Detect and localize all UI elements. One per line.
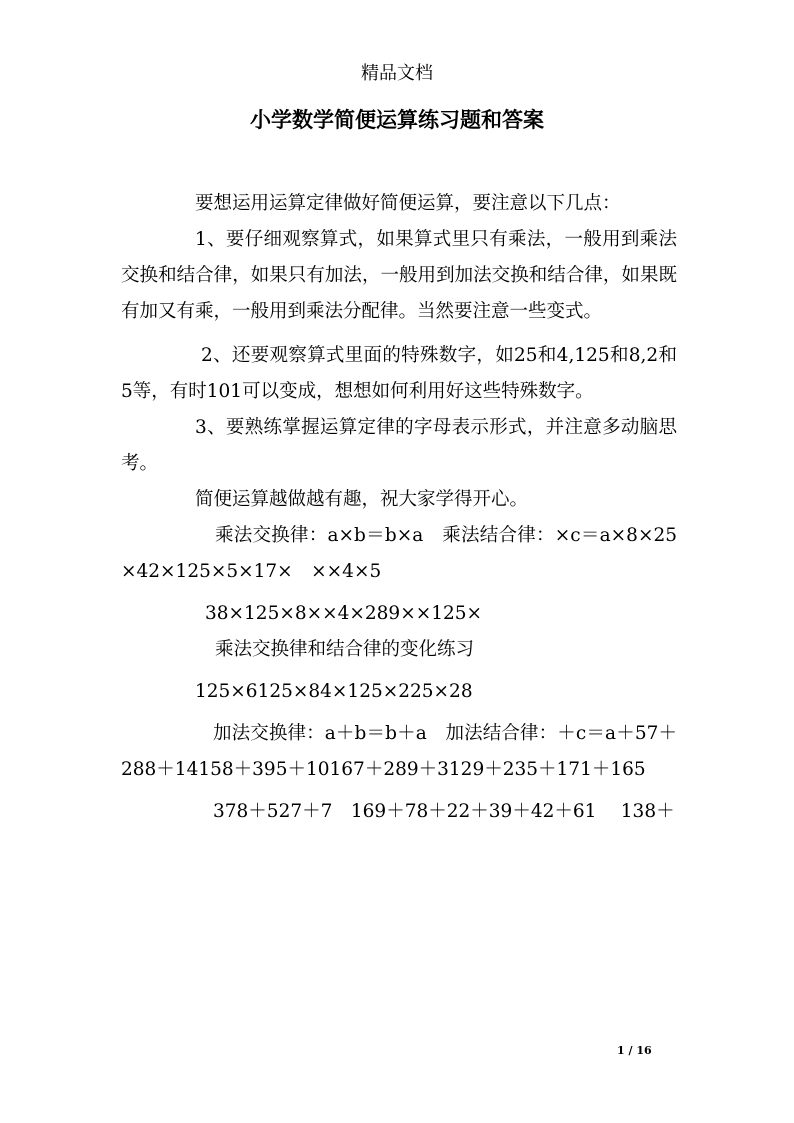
- document-header: 精品文档: [361, 63, 433, 84]
- tip-2-paragraph: 2、还要观察算式里面的特殊数字，如25和4,125和8,2和5等，有时101可以变成，想想如何利用好这些特殊数字。: [121, 345, 677, 402]
- page-number: 1 / 16: [617, 1044, 652, 1057]
- variation-practice-heading: 乘法交换律和结合律的变化练习: [215, 639, 475, 660]
- tip-1-paragraph: 1、要仔细观察算式，如果算式里只有乘法，一般用到乘法交换和结合律，如果只有加法，一般用到加法交换和结合律，如果既有加又有乘，一般用到乘法分配律。当然要注意一些变式。: [121, 229, 677, 322]
- multiplication-laws-paragraph: 乘法交换律：a×b＝b×a 乘法结合律：×c＝a×8×25×42×125×5×17× ××4×5: [121, 525, 677, 582]
- multiplication-exercise-line: 38×125×8××4×289××125×: [205, 603, 483, 624]
- intro-paragraph: 要想运用运算定律做好简便运算，要注意以下几点：: [195, 193, 621, 214]
- closing-paragraph: 简便运算越做越有趣，祝大家学得开心。: [195, 489, 529, 510]
- document-title: 小学数学简便运算练习题和答案: [250, 107, 544, 132]
- document-body: [121, 186, 677, 830]
- tip-3-paragraph: 3、要熟练掌握运算定律的字母表示形式，并注意多动脑思考。: [121, 417, 677, 474]
- variation-exercise-line: 125×6125×84×125×225×28: [195, 681, 473, 702]
- addition-laws-paragraph: 加法交换律：a＋b＝b＋a 加法结合律：＋c＝a＋57＋288＋14158＋395＋10167＋289＋3129＋235＋171＋165: [121, 723, 677, 780]
- addition-exercise-line: 378＋527＋7 169＋78＋22＋39＋42＋61 138＋: [213, 801, 675, 822]
